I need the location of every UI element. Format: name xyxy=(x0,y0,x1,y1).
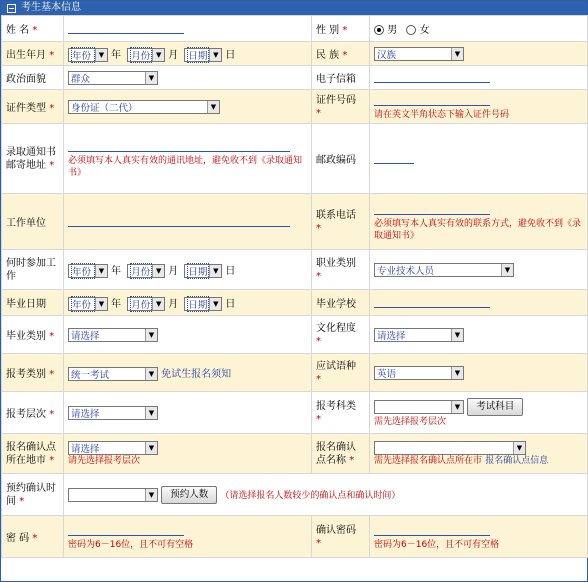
id-number-label: 证件号码 xyxy=(316,94,356,106)
row-employer: 工作单位 联系电话 * 必须填写本人真实有效的联系方式，避免收不到《录取通知书》 xyxy=(2,194,588,250)
grad-school-input[interactable] xyxy=(374,295,490,308)
appointment-label-line2: 间 xyxy=(6,495,16,507)
education-label: 文化程度 xyxy=(316,322,356,334)
row-appointment: 预约确认时 间 * ▼ 预约人数 （请选择报名人数较少的确认点和确认时间） xyxy=(2,474,588,516)
gender-female-radio[interactable] xyxy=(406,25,416,35)
email-input[interactable] xyxy=(374,70,490,83)
row-grad-type: 毕业类别 * 请选择 ▼ 文化程度 * 请选择 ▼ xyxy=(2,316,588,354)
language-select[interactable]: 英语 ▼ xyxy=(374,366,464,380)
job-type-select[interactable]: 专业技术人员 ▼ xyxy=(374,263,514,277)
birth-day-select[interactable]: 日期 ▼ xyxy=(184,48,222,62)
confirm-password-hint: 密码为6－16位，且不可有空格 xyxy=(374,539,500,550)
password-hint: 密码为6－16位，且不可有空格 xyxy=(68,539,194,550)
work-start-day-select[interactable]: 日期 ▼ xyxy=(184,264,222,278)
ethnicity-select[interactable]: 汉族 ▼ xyxy=(374,47,464,61)
grad-day-select[interactable]: 日期 ▼ xyxy=(184,297,222,311)
appointment-select[interactable]: ▼ xyxy=(68,488,158,502)
form-table xyxy=(1,15,588,558)
row-birth: 出生年月 * 年份 ▼ 年 月份 ▼ 月 日期 ▼ 日 民 族 * 汉族 ▼ xyxy=(2,42,588,66)
grad-date-label: 毕业日期 xyxy=(6,299,46,310)
id-type-select[interactable]: 身份证（二代） ▼ xyxy=(68,100,220,114)
confirm-point-label-line2: 点名称 xyxy=(316,454,346,466)
confirm-point-select[interactable]: ▼ xyxy=(374,441,526,455)
politics-label: 政治面貌 xyxy=(6,74,46,85)
birth-year-select[interactable]: 年份 ▼ xyxy=(68,48,108,62)
password-input[interactable] xyxy=(68,523,184,536)
confirm-password-input[interactable] xyxy=(374,523,490,536)
birth-label: 出生年月 xyxy=(6,50,46,61)
exemption-notice-link[interactable]: 免试生报名须知 xyxy=(161,368,232,380)
confirm-point-label-line1: 报名确认 xyxy=(316,441,356,453)
row-address: 录取通知书 邮寄地址 * 必须填写本人真实有效的通讯地址，避免收不到《录取通知书》 邮政编码 xyxy=(2,124,588,194)
grad-type-label: 毕业类别 xyxy=(6,331,46,342)
job-type-label: 职业类别 xyxy=(316,257,356,269)
education-select[interactable]: 请选择 ▼ xyxy=(374,328,464,342)
gender-male-radio[interactable] xyxy=(374,25,384,35)
name-label: 姓 名 xyxy=(6,25,30,36)
row-id: 证件类型 * 身份证（二代） ▼ 证件号码 * 请在英文半角状态下输入证件号码 xyxy=(2,90,588,124)
row-grad-date: 毕业日期 年份 ▼ 年 月份 ▼ 月 日期 ▼ 日 毕业学校 xyxy=(2,290,588,316)
appointment-label-line1: 预约确认时 xyxy=(6,482,56,494)
work-start-year-select[interactable]: 年份 ▼ xyxy=(68,264,108,278)
exam-type-select[interactable]: 统一考试 ▼ xyxy=(68,367,158,381)
birth-month-select[interactable]: 月份 ▼ xyxy=(127,48,165,62)
subject-select[interactable]: ▼ xyxy=(374,400,464,414)
exam-subjects-button[interactable]: 考试科目 xyxy=(467,398,523,416)
collapse-icon[interactable] xyxy=(7,4,16,13)
gender-label: 性 别 xyxy=(316,25,340,36)
reservation-count-button[interactable]: 预约人数 xyxy=(161,486,217,504)
address-input[interactable] xyxy=(68,139,290,152)
row-politics xyxy=(2,66,588,90)
panel-title: 考生基本信息 xyxy=(21,2,81,13)
id-type-label: 证件类型 xyxy=(6,103,46,114)
grad-type-select[interactable]: 请选择 ▼ xyxy=(68,328,158,342)
confirm-city-label-line2: 所在地市 xyxy=(6,454,46,466)
politics-select[interactable]: 群众 ▼ xyxy=(68,71,158,85)
appointment-hint: （请选择报名人数较少的确认点和确认时间） xyxy=(220,490,401,501)
confirm-password-label: 确认密码 xyxy=(316,524,356,536)
name-input[interactable] xyxy=(68,21,184,34)
confirm-point-hint: 需先选择报名确认点所在市 xyxy=(374,455,483,466)
work-start-label: 何时参加工作 xyxy=(6,257,56,282)
level-label: 报考层次 xyxy=(6,409,46,420)
postcode-label: 邮政编码 xyxy=(316,155,356,166)
panel-titlebar xyxy=(1,1,587,15)
id-number-input[interactable] xyxy=(374,93,490,106)
confirm-city-select[interactable]: 请选择 ▼ xyxy=(68,441,158,455)
grad-year-select[interactable]: 年份 ▼ xyxy=(68,297,108,311)
confirm-point-info-link[interactable]: 报名确认点信息 xyxy=(485,455,549,466)
employer-label: 工作单位 xyxy=(6,218,46,229)
exam-type-label: 报考类别 xyxy=(6,369,46,380)
row-password: 密 码 * 密码为6－16位，且不可有空格 确认密码 * 密码为6－16位，且不可有空格 xyxy=(2,516,588,558)
ethnicity-label: 民 族 xyxy=(316,50,340,61)
level-select[interactable]: 请选择 ▼ xyxy=(68,406,158,420)
language-label: 应试语种 xyxy=(316,360,356,372)
password-label: 密 码 xyxy=(6,533,30,544)
postcode-input[interactable] xyxy=(374,151,414,164)
address-label-line1: 录取通知书 xyxy=(6,146,56,158)
address-hint: 必须填写本人真实有效的通讯地址，避免收不到《录取通知书》 xyxy=(68,155,303,178)
work-start-month-select[interactable]: 月份 ▼ xyxy=(127,264,165,278)
id-number-hint: 请在英文半角状态下输入证件号码 xyxy=(374,109,510,120)
row-name: 姓 名 * 性 别 * 男 女 xyxy=(2,16,588,42)
subject-hint: 需先选择报考层次 xyxy=(374,416,447,427)
confirm-city-hint: 请先选择报考层次 xyxy=(68,455,141,466)
row-confirm-point: 报名确认点 所在地市 * 请选择 ▼ 请先选择报考层次 报名确认 点名称 * ▼ 需先选择报名确认点所在市 报名确认点信息 xyxy=(2,434,588,474)
row-exam-type: 报考类别 * 统一考试 ▼ 免试生报名须知 应试语种 * 英语 ▼ xyxy=(2,354,588,392)
grad-month-select[interactable]: 月份 ▼ xyxy=(127,297,165,311)
employer-input[interactable] xyxy=(68,214,290,227)
row-level: 报考层次 * 请选择 ▼ 报考科类 * ▼ 考试科目 需先选择报考层次 xyxy=(2,392,588,434)
subject-label: 报考科类 xyxy=(316,400,356,412)
phone-input[interactable] xyxy=(374,202,490,215)
address-label-line2: 邮寄地址 xyxy=(6,159,46,171)
grad-school-label: 毕业学校 xyxy=(316,299,356,310)
email-label: 电子信箱 xyxy=(316,74,356,85)
confirm-city-label-line1: 报名确认点 xyxy=(6,441,56,453)
row-work-start: 何时参加工作 年份 ▼ 年 月份 ▼ 月 日期 ▼ 日 职业类别 * 专业技术人员 ▼ xyxy=(2,250,588,290)
phone-hint: 必须填写本人真实有效的联系方式，避免收不到《录取通知书》 xyxy=(374,218,582,241)
phone-label: 联系电话 xyxy=(316,209,356,221)
